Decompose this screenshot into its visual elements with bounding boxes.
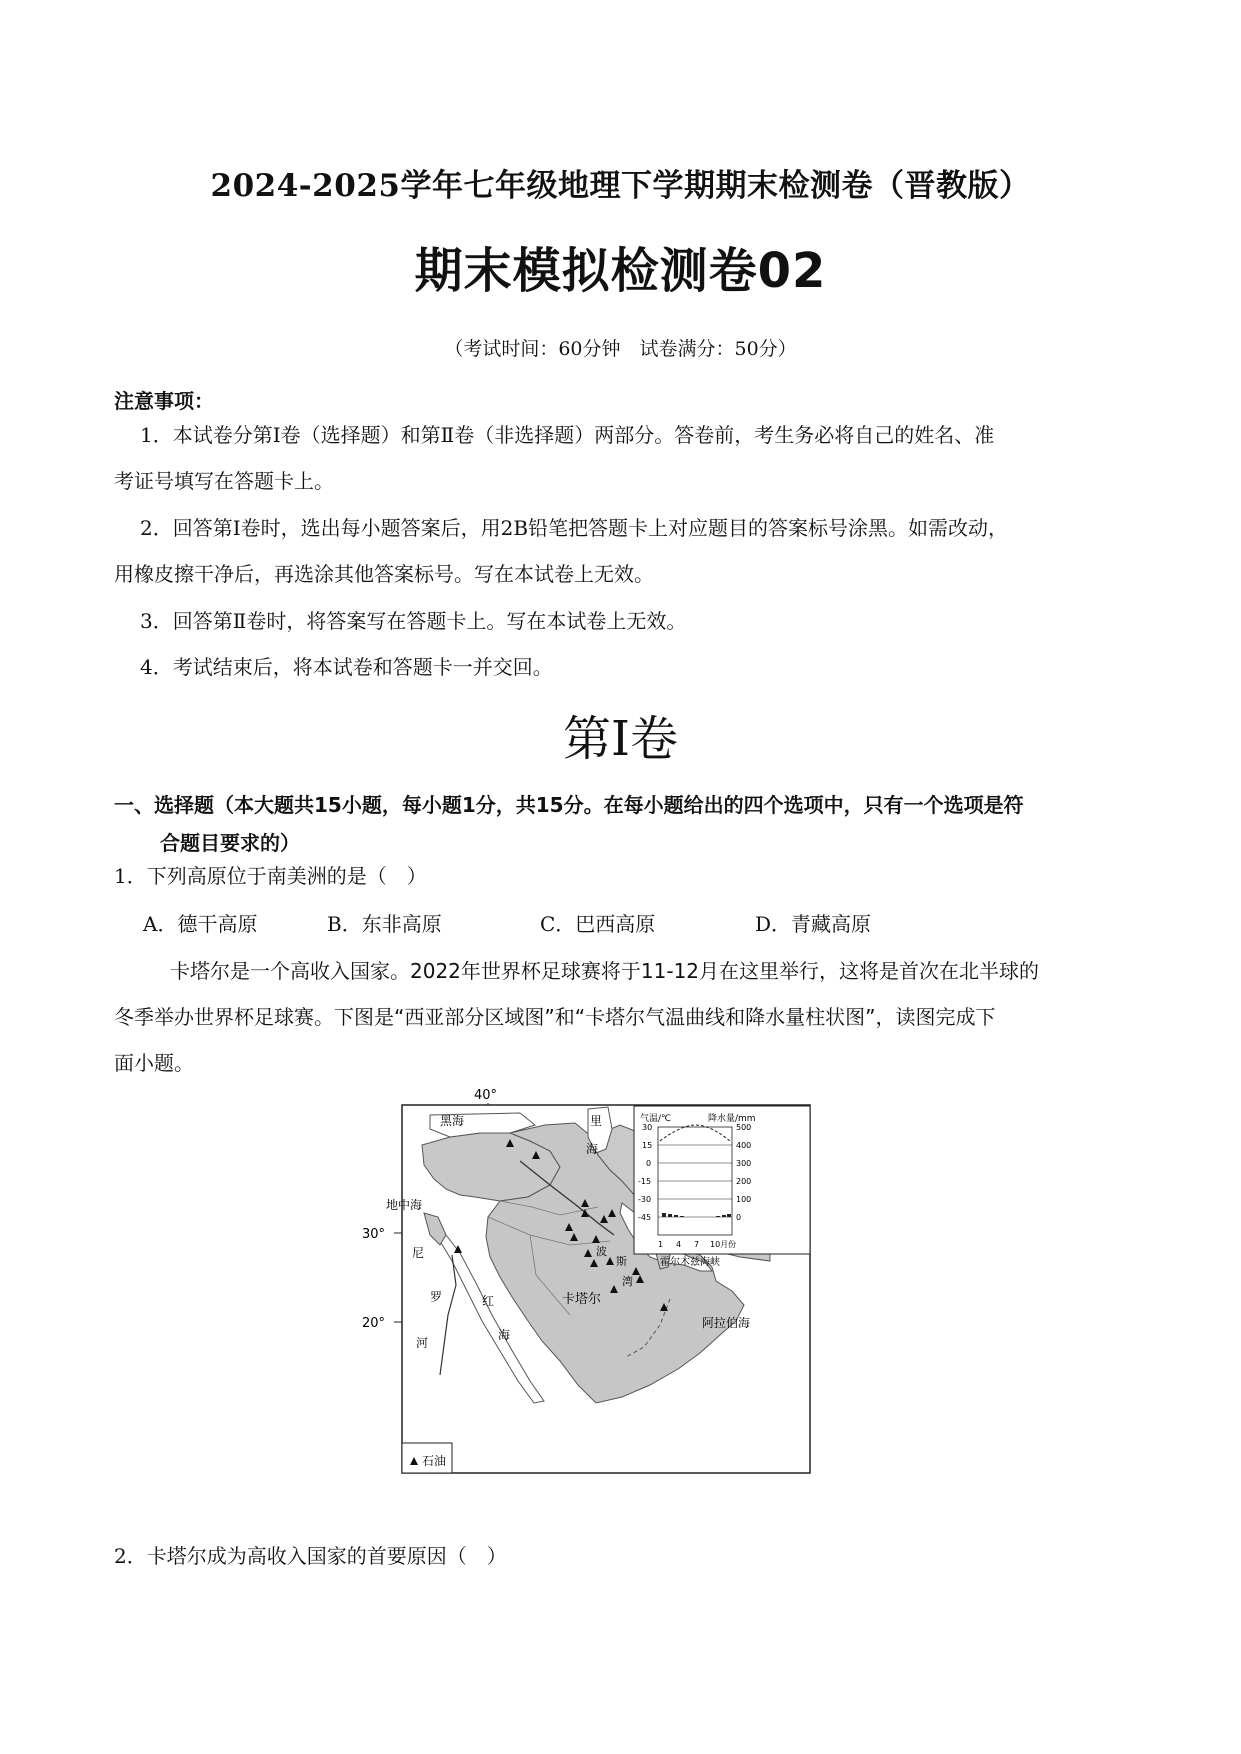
month-tick-7: 7 bbox=[694, 1240, 700, 1249]
legend-oil-label: 石油 bbox=[422, 1454, 447, 1468]
red-sea-label-2: 海 bbox=[498, 1328, 511, 1342]
west-asia-map-figure bbox=[360, 1085, 860, 1515]
question-1-option-c: C．巴西高原 bbox=[540, 912, 656, 936]
precip-tick-500: 500 bbox=[736, 1123, 752, 1132]
caspian-sea-label-2: 海 bbox=[586, 1142, 599, 1156]
nile-label-2: 罗 bbox=[430, 1290, 443, 1304]
precip-tick-300: 300 bbox=[736, 1159, 752, 1168]
temperature-axis-label: 气温/℃ bbox=[640, 1114, 672, 1124]
hormuz-strait-label: 霍尔木兹海峡 bbox=[660, 1257, 720, 1268]
latitude-20-label: 20° bbox=[362, 1316, 386, 1331]
section-heading bbox=[114, 786, 1126, 862]
mediterranean-label: 地中海 bbox=[386, 1198, 423, 1212]
section-heading-line2: 合题目要求的） bbox=[160, 831, 300, 855]
question-1-option-d: D．青藏高原 bbox=[755, 912, 872, 936]
persian-gulf-label-3: 湾 bbox=[622, 1275, 633, 1288]
notice-item-1 bbox=[114, 412, 1124, 504]
month-tick-4: 4 bbox=[676, 1240, 682, 1249]
temp-tick-0: 0 bbox=[646, 1159, 652, 1168]
notice-item-2 bbox=[114, 505, 1124, 597]
black-sea-label: 黑海 bbox=[440, 1114, 465, 1128]
passage-line-1: 卡塔尔是一个高收入国家。2022年世界杯足球赛将于11-12月在这里举行，这将是首次在北半球的 bbox=[170, 959, 1040, 983]
question-1-option-a: A．德干高原 bbox=[143, 912, 258, 936]
precip-tick-200: 200 bbox=[736, 1177, 752, 1186]
nile-label-3: 河 bbox=[416, 1336, 429, 1350]
temp-tick-minus30: -30 bbox=[638, 1195, 652, 1204]
red-sea-label-1: 红 bbox=[482, 1294, 495, 1308]
section-heading-line1: 一、选择题（本大题共15小题，每小题1分，共15分。在每小题给出的四个选项中，只有一个选项是符 bbox=[114, 793, 1024, 817]
west-asia-map bbox=[360, 1085, 860, 1515]
arabian-sea-label: 阿拉伯海 bbox=[702, 1316, 751, 1330]
notice-item-3: 3．回答第Ⅱ卷时，将答案写在答题卡上。写在本试卷上无效。 bbox=[140, 609, 687, 633]
exam-main-title: 期末模拟检测卷02 bbox=[414, 243, 827, 299]
question-2-stem: 2．卡塔尔成为高收入国家的首要原因（ ） bbox=[114, 1544, 507, 1568]
month-tick-10: 10月份 bbox=[710, 1240, 737, 1249]
notice-heading: 注意事项： bbox=[114, 389, 214, 413]
longitude-40-label: 40° bbox=[474, 1088, 498, 1103]
persian-gulf-label-1: 波 bbox=[596, 1245, 607, 1258]
qatar-climate-inset bbox=[634, 1106, 810, 1254]
precip-tick-400: 400 bbox=[736, 1141, 752, 1150]
notice-item-1-line1: 1．本试卷分第Ⅰ卷（选择题）和第Ⅱ卷（非选择题）两部分。答卷前，考生务必将自己的姓名、准 bbox=[140, 423, 995, 447]
precipitation-axis-label: 降水量/mm bbox=[708, 1114, 756, 1124]
month-tick-1: 1 bbox=[658, 1240, 664, 1249]
temp-tick-15: 15 bbox=[642, 1141, 653, 1150]
notice-item-4: 4．考试结束后，将本试卷和答题卡一并交回。 bbox=[140, 655, 553, 679]
caspian-sea-label-1: 里 bbox=[590, 1114, 603, 1128]
persian-gulf-label-2: 斯 bbox=[616, 1255, 627, 1268]
exam-time-score-info: （考试时间：60分钟 试卷满分：50分） bbox=[444, 338, 797, 360]
latitude-30-label: 30° bbox=[362, 1227, 386, 1242]
reading-passage bbox=[114, 948, 1126, 1086]
question-1-stem: 1．下列高原位于南美洲的是（ ） bbox=[114, 864, 427, 888]
question-1-option-b: B．东非高原 bbox=[327, 912, 442, 936]
nile-label-1: 尼 bbox=[412, 1246, 425, 1260]
precip-tick-0: 0 bbox=[736, 1213, 742, 1222]
exam-series-title: 2024-2025学年七年级地理下学期期末检测卷（晋教版） bbox=[210, 168, 1031, 204]
notice-item-1-line2: 考证号填写在答题卡上。 bbox=[114, 469, 334, 493]
qatar-label: 卡塔尔 bbox=[562, 1292, 602, 1307]
volume-title: 第Ⅰ卷 bbox=[563, 711, 678, 767]
temp-tick-minus15: -15 bbox=[638, 1177, 652, 1186]
temp-tick-30: 30 bbox=[642, 1123, 653, 1132]
passage-line-2: 冬季举办世界杯足球赛。下图是“西亚部分区域图”和“卡塔尔气温曲线和降水量柱状图”，读图完成下 bbox=[114, 1005, 996, 1029]
notice-item-2-line1: 2．回答第Ⅰ卷时，选出每小题答案后，用2B铅笔把答题卡上对应题目的答案标号涂黑。如需改动， bbox=[140, 516, 1009, 540]
notice-item-2-line2: 用橡皮擦干净后，再选涂其他答案标号。写在本试卷上无效。 bbox=[114, 562, 654, 586]
precip-tick-100: 100 bbox=[736, 1195, 752, 1204]
passage-line-3: 面小题。 bbox=[114, 1051, 194, 1075]
temp-tick-minus45: -45 bbox=[638, 1213, 652, 1222]
